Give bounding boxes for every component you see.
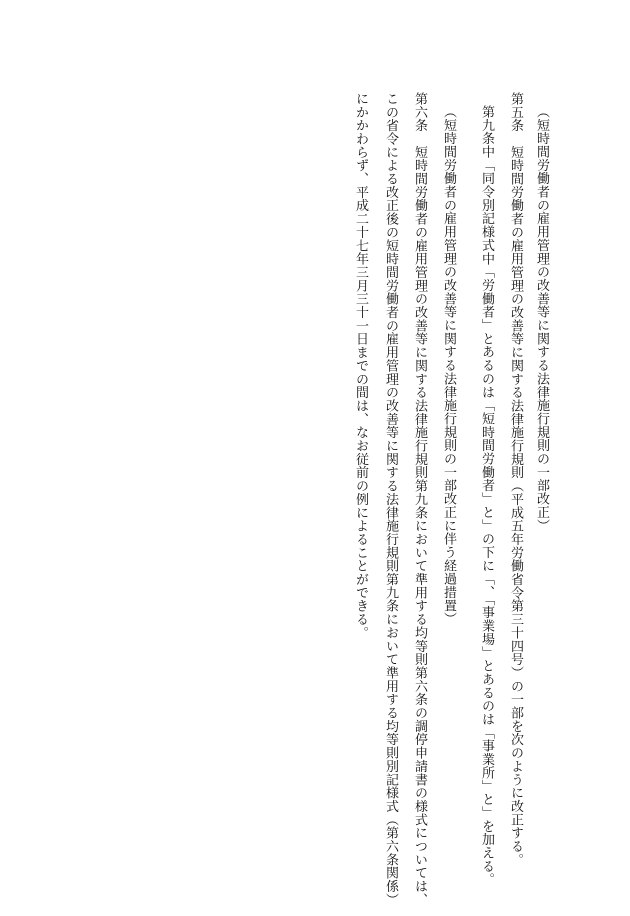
article-6-line-1: 第六条 短時間労働者の雇用管理の改善等に関する法律施行規則第九条において準用する均等則第六条の調停申請書の様式については、	[412, 92, 427, 907]
article-9-amendment-text: 第九条中「同令別記様式中「労働者」とあるのは「短時間労働者」と」の下に「、「事業場」とあるのは「事業所」と」を加える。	[479, 105, 494, 887]
article-6-line-2: この省令による改正後の短時間労働者の雇用管理の改善等に関する法律施行規則第九条において準用する均等則別記様式（第六条関係）	[383, 92, 398, 907]
article-6-line-3: にかかわらず、平成二十七年三月三十一日までの間は、なお従前の例によることができる。	[353, 92, 368, 640]
amendment-heading: （短時間労働者の雇用管理の改善等に関する法律施行規則の一部改正）	[534, 105, 549, 533]
article-5-text: 第五条 短時間労働者の雇用管理の改善等に関する法律施行規則（平成五年労働省令第三十四号）の一部を次のように改正する。	[508, 92, 523, 867]
transitional-measures-heading: （短時間労働者の雇用管理の改善等に関する法律施行規則の一部改正に伴う経過措置）	[441, 105, 456, 626]
